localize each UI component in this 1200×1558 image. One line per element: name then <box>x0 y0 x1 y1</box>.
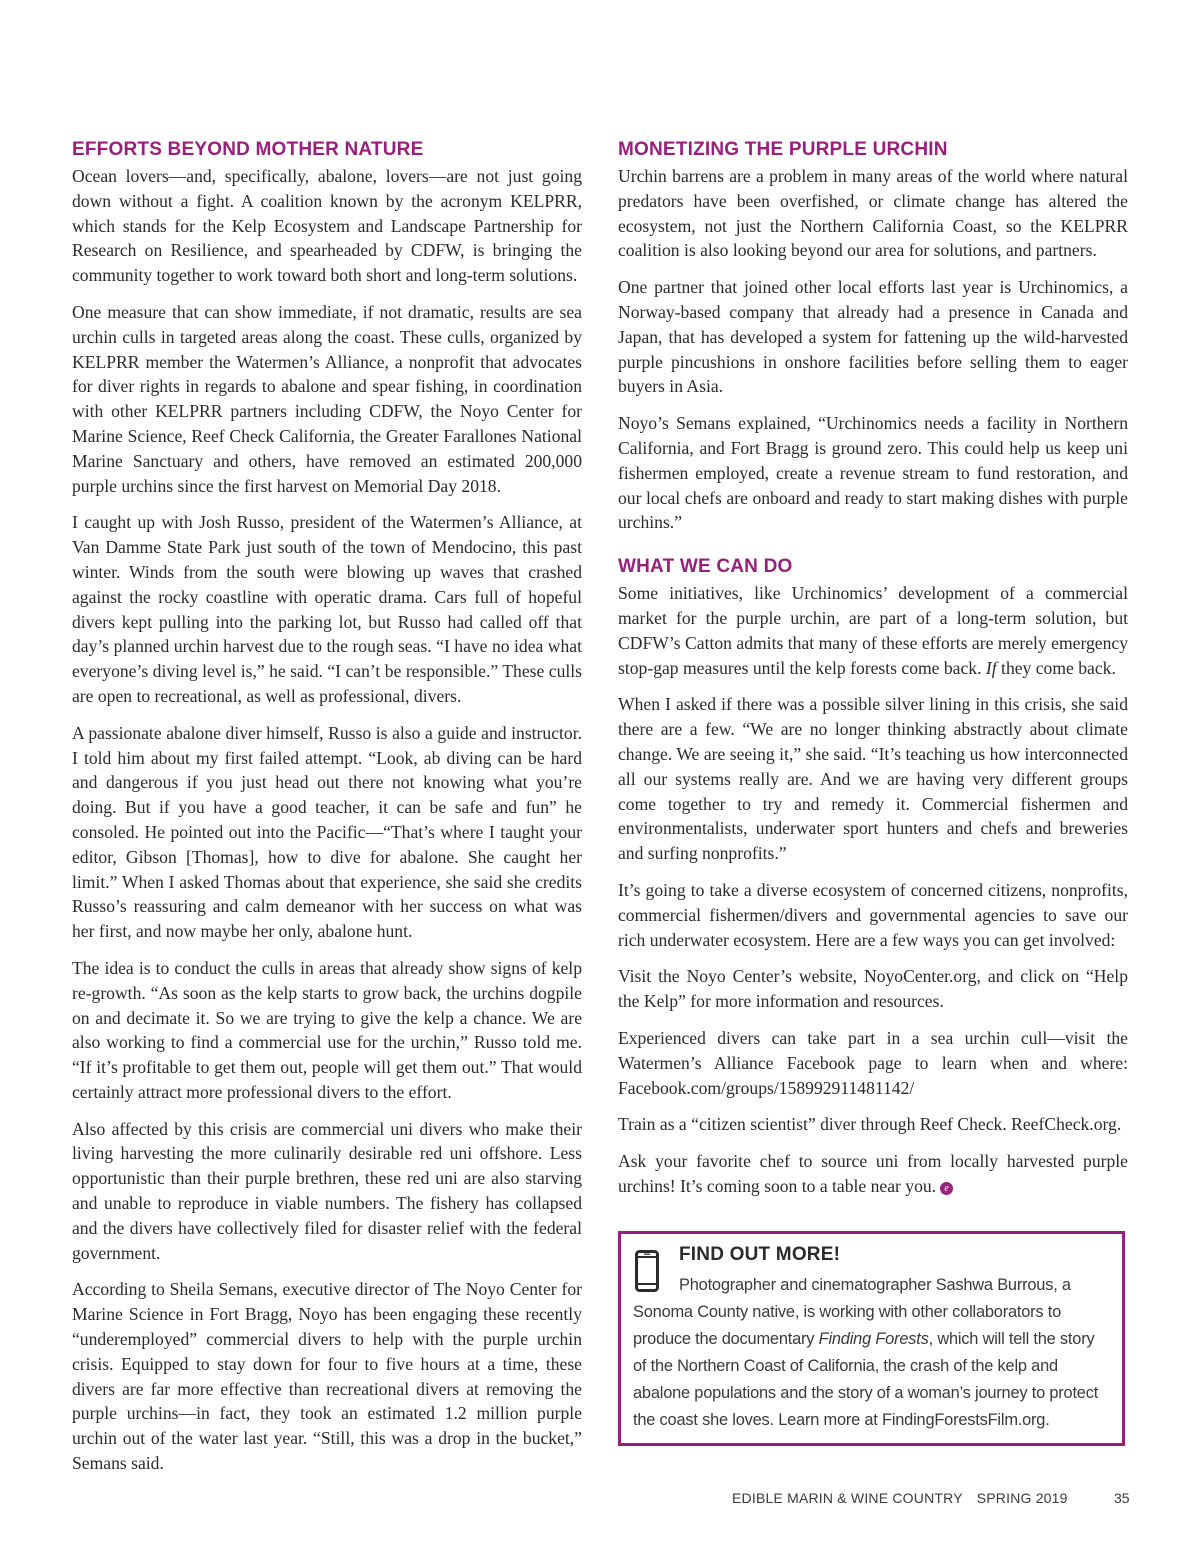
paragraph-text: Some initiatives, like Urchinomics’ development of a commercial market for the purple urchin, are part of a long-term solution, but CDFW’s Catton admits that many of these efforts are merely emergency stop-gap measures until the kelp forests come back. <box>618 583 1128 678</box>
paragraph-text: they come back. <box>996 657 1116 678</box>
body-paragraph: Visit the Noyo Center’s website, NoyoCenter.org, and click on “Help the Kelp” for more information and resources. <box>618 966 1128 1012</box>
sidebar-heading: FIND OUT MORE! <box>679 1244 841 1265</box>
issue-season: SPRING 2019 <box>976 1490 1068 1506</box>
sidebar-text <box>633 1272 1110 1434</box>
left-column <box>72 138 582 1488</box>
body-paragraph: Experienced divers can take part in a sea urchin cull—visit the Watermen’s Alliance Facebook page to learn when and where: Facebook.com/groups/158992911481142/ <box>618 1027 1128 1098</box>
body-paragraph: According to Sheila Semans, executive director of The Noyo Center for Marine Science in Fort Bragg, Noyo has been engaging these recently “underemployed” commercial divers to help with the purple urchin crisis. Equipped to stay down for four to five hours at a time, these divers are far more effective than recreational divers at removing the purple urchins—in fact, they took an estimated 1.2 million purple urchin out of the water last year. “Still, this was a drop in the bucket,” Semans said. <box>72 1279 582 1474</box>
body-paragraph: Also affected by this crisis are commercial uni divers who make their living harvesting the more culinarily desirable red uni offshore. Less opportunistic than their purple brethren, these red uni are also starving and unable to reproduce in viable numbers. The fishery has collapsed and the divers have collectively filed for disaster relief with the federal government. <box>72 1118 582 1263</box>
section-heading-what-we-can-do: WHAT WE CAN DO <box>618 556 793 578</box>
body-paragraph: A passionate abalone diver himself, Russo is also a guide and instructor. I told him about my first failed attempt. “Look, ab diving can be hard and dangerous if you just head out there not knowing what you’re doing. But if you have a good teacher, it can be safe and fun” he consoled. He pointed out into the Pacific—“That’s where I taught your editor, Gibson [Thomas], how to dive for abalone. She caught her limit.” When I asked Thomas about that experience, she said she credits Russo’s reassuring and calm demeanor with her success on what was her first, and now maybe her only, abalone hunt. <box>72 722 582 942</box>
body-paragraph <box>618 581 1128 680</box>
body-paragraph: Ocean lovers—and, specifically, abalone, lovers—are not just going down without a fight. A coalition known by the acronym KELPRR, which stands for the Kelp Ecosystem and Landscape Partnership for Research on Resilience, and spearheaded by CDFW, is bringing the community together to work toward both short and long-term solutions. <box>72 166 582 286</box>
body-paragraph: Noyo’s Semans explained, “Urchinomics needs a facility in Northern California, and Fort Bragg is ground zero. This could help us keep uni fishermen employed, create a revenue stream to fund restoration, and our local chefs are onboard and ready to start making dishes with purple urchins.” <box>618 413 1128 533</box>
body-paragraph-final <box>618 1149 1128 1199</box>
body-paragraph: Train as a “citizen scientist” diver through Reef Check. ReefCheck.org. <box>618 1114 1122 1135</box>
film-title: Finding Forests <box>818 1330 929 1348</box>
body-paragraph: It’s going to take a diverse ecosystem of concerned citizens, nonprofits, commercial fishermen/divers and governmental agencies to save our rich underwater ecosystem. Here are a few ways you can get involved: <box>618 879 1128 950</box>
page-footer <box>732 1490 1068 1506</box>
sidebar-text-part: Photographer and cinematographer Sashwa Burrous, a Sonoma County native, is working with other collaborators to produce the documentary <box>633 1276 1071 1348</box>
find-out-more-box <box>618 1231 1125 1446</box>
publication-name: EDIBLE MARIN & WINE COUNTRY <box>732 1490 963 1506</box>
emphasis-text: If <box>985 657 997 678</box>
paragraph-text: Ask your favorite chef to source uni from locally harvested purple urchins! It’s coming soon to a table near you. <box>618 1151 1128 1196</box>
body-paragraph: Urchin barrens are a problem in many areas of the world where natural predators have been overfished, or climate change has altered the ecosystem, not just the Northern California Coast, so the KELPRR coalition is also looking beyond our area for solutions, and partners. <box>618 166 1128 261</box>
body-paragraph: One partner that joined other local efforts last year is Urchinomics, a Norway-based company that already had a presence in Canada and Japan, that has developed a system for fattening up the wild-harvested purple pincushions in onshore facilities before selling them to eager buyers in Asia. <box>618 277 1128 397</box>
page-number: 35 <box>1114 1490 1130 1506</box>
body-paragraph: One measure that can show immediate, if not dramatic, results are sea urchin culls in targeted areas along the coast. These culls, organized by KELPRR member the Watermen’s Alliance, a nonprofit that advocates for diver rights in regards to abalone and spear fishing, in coordination with other KELPRR partners including CDFW, the Noyo Center for Marine Science, Reef Check California, the Greater Farallones National Marine Sanctuary and others, have removed an estimated 200,000 purple urchins since the first harvest on Memorial Day 2018. <box>72 301 582 496</box>
section-heading-efforts: EFFORTS BEYOND MOTHER NATURE <box>72 139 424 160</box>
right-column <box>618 138 1128 1211</box>
body-paragraph: I caught up with Josh Russo, president of the Watermen’s Alliance, at Van Damme State Park just south of the town of Mendocino, this past winter. Winds from the south were blowing up waves that crashed against the rocky coastline with operatic drama. Cars full of hopeful divers kept pulling into the parking lot, but Russo had called off that day’s planned urchin harvest due to the rough seas. “I have no idea what everyone’s diving level is,” he said. “I can’t be responsible.” These culls are open to recreational, as well as professional, divers. <box>72 512 582 706</box>
end-of-article-icon: e <box>940 1182 953 1195</box>
body-paragraph: The idea is to conduct the culls in areas that already show signs of kelp re-growth. “As soon as the kelp starts to grow back, the urchins dogpile on and decimate it. So we are trying to give the kelp a chance. We are also working to find a commercial use for the urchin,” Russo told me. “If it’s profitable to get them out, people will get them out.” That would certainly attract more professional divers to the effort. <box>72 957 582 1102</box>
sidebar-text-part: , which will tell the story of the Northern Coast of California, the crash of the kelp and abalone populations and the story of a woman’s journey to protect the coast she loves. Learn more at FindingForestsFilm.org. <box>633 1330 1099 1429</box>
body-paragraph: When I asked if there was a possible silver lining in this crisis, she said there are a few. “We are no longer thinking abstractly about climate change. We are seeing it,” she said. “It’s teaching us how interconnected all our systems really are. And we are having very different groups come together to try and remedy it. Commercial fishermen and environmentalists, underwater sport hunters and chefs and breweries and surfing nonprofits.” <box>618 694 1128 864</box>
section-heading-monetizing: MONETIZING THE PURPLE URCHIN <box>618 139 948 160</box>
